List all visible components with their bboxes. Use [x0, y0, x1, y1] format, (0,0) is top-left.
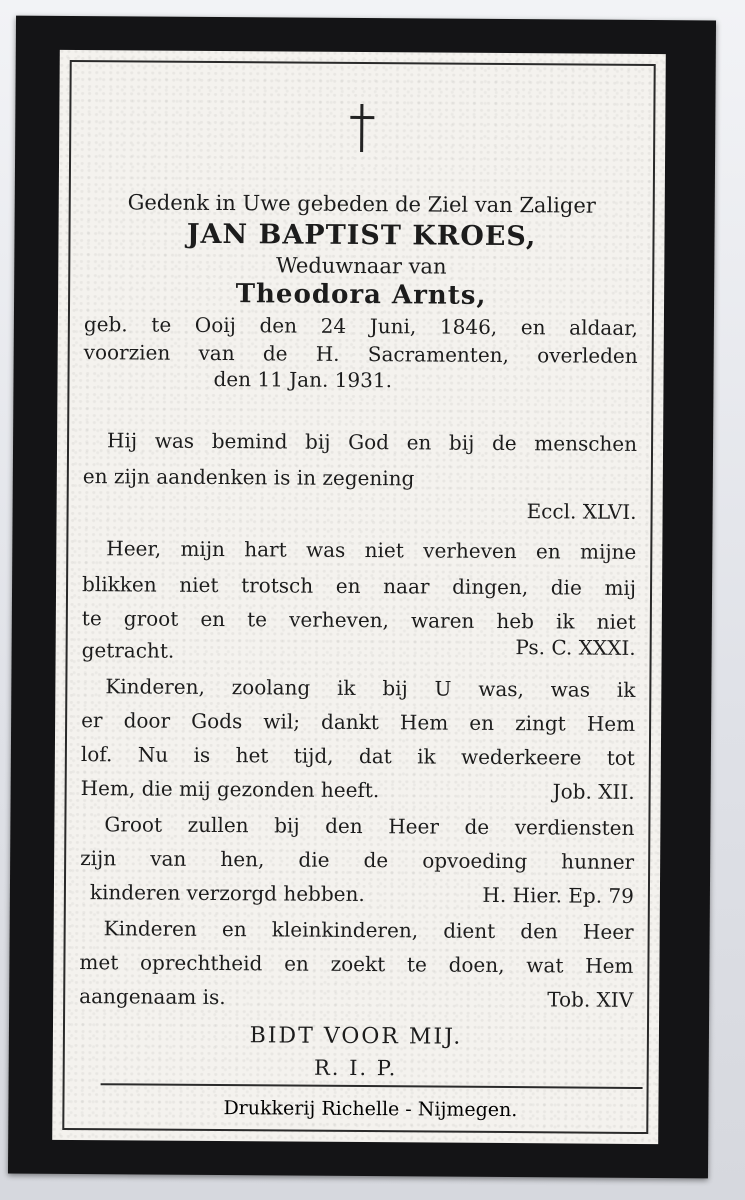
verse-line: Kinderen, zoolang ik bij U was, was ik	[105, 674, 636, 702]
deceased-name: JAN BAPTIST KROES,	[186, 218, 537, 253]
printer-credit: Drukkerij Richelle - Nijmegen.	[223, 1097, 518, 1122]
verse-line: Heer, mijn hart was niet verheven en mijne	[106, 536, 637, 564]
verse-source: Ps. C. XXXI.	[515, 635, 636, 660]
verse-line: te groot en te verheven, waren heb ik niet	[81, 606, 636, 634]
verse-line: er door Gods wil; dankt Hem en zingt Hem	[81, 708, 636, 736]
verse-line: kinderen verzorgd hebben.	[89, 880, 365, 907]
sacrament-line: voorzien van de H. Sacramenten, overleden	[83, 340, 638, 368]
relation-line: Weduwnaar van	[276, 253, 447, 279]
verse-line: Hem, die mij gezonden heeft.	[80, 776, 380, 803]
verse-line: Groot zullen bij den Heer de verdiensten	[104, 812, 635, 840]
birth-line: geb. te Ooij den 24 Juni, 1846, en aldaar,	[83, 312, 638, 340]
cross-icon	[350, 104, 374, 152]
verse-line: Hij was bemind bij God en bij de menschen	[107, 428, 638, 456]
verse-source: Eccl. XLVI.	[526, 499, 637, 524]
intro-line: Gedenk in Uwe gebeden de Ziel van Zaliger	[127, 190, 596, 218]
closing-prayer: BIDT VOOR MIJ.	[249, 1023, 463, 1050]
verse-line: en zijn aandenken is in zegening	[82, 464, 415, 491]
rip-line: R. I. P.	[313, 1055, 398, 1081]
verse-line: lof. Nu is het tijd, dat ik wederkeere tot	[80, 742, 635, 770]
verse-line: blikken niet trotsch en naar dingen, die mij	[81, 572, 637, 600]
verse-line: aangenaam is.	[79, 984, 226, 1010]
verse-line: Kinderen en kleinkinderen, dient den Heer	[103, 916, 634, 944]
verse-line: getracht.	[81, 638, 175, 663]
verse-line: zijn van hen, die de opvoeding hunner	[80, 846, 635, 874]
verse-source: Tob. XIV	[547, 987, 634, 1012]
spouse-name: Theodora Arnts,	[235, 279, 487, 311]
verse-line: met oprechtheid en zoekt te doen, wat Hem	[79, 950, 634, 978]
mourning-card	[52, 50, 666, 1144]
verse-source: Job. XII.	[552, 779, 635, 804]
death-line: den 11 Jan. 1931.	[213, 366, 393, 393]
verse-source: H. Hier. Ep. 79	[482, 882, 635, 908]
